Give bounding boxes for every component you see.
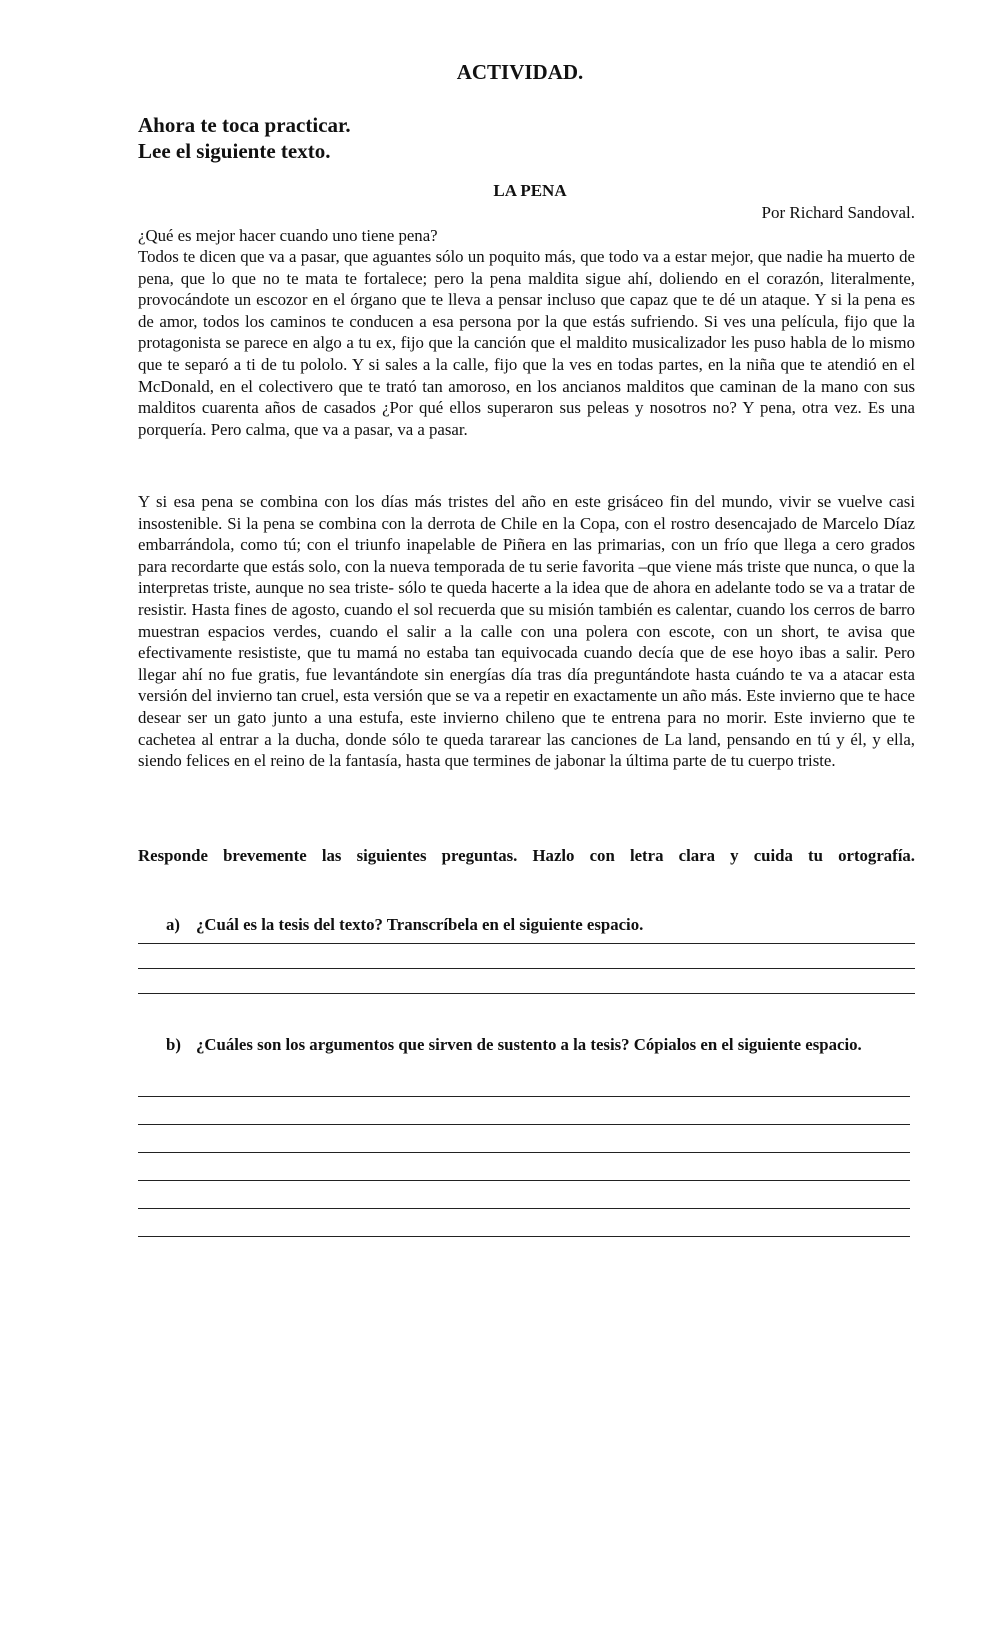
question-text: ¿Cuál es la tesis del texto? Transcríbela en el siguiente espacio. <box>196 915 644 934</box>
answer-line-a-1[interactable] <box>138 943 915 944</box>
answer-line-a-3[interactable] <box>138 993 915 994</box>
intro-line-practice: Ahora te toca practicar. <box>138 113 351 137</box>
answer-line-b-6[interactable] <box>138 1236 910 1237</box>
instructions: Responde brevemente las siguientes preguntas. Hazlo con letra clara y cuida tu ortografía. <box>138 846 915 865</box>
answer-line-b-2[interactable] <box>138 1124 910 1125</box>
question-a <box>166 913 916 936</box>
question-b <box>166 1033 916 1056</box>
intro-block <box>138 112 351 164</box>
reading-author: Por Richard Sandoval. <box>761 203 915 222</box>
reading-title: LA PENA <box>493 181 567 200</box>
reading-paragraph-2: Y si esa pena se combina con los días más tristes del año en este grisáceo fin del mundo, vivir se vuelve casi insostenible. Si la pena se combina con la derrota de Chile en la Copa, con el rostro desencajado de Marcelo Díaz embarrándola, como tú; con el triunfo inapelable de Piñera en las primarias, con un frío que llega a cero grados para recordarte que estás solo, con la nueva temporada de tu serie favorita –que viene más triste que nunca, o que la interpretas triste, aunque no sea triste- sólo te queda hacerte a la idea que de ahora en adelante todo se va a tratar de resistir. Hasta fines de agosto, cuando el sol recuerda que su misión también es calentar, cuando los cerros de barro muestran espacios verdes, cuando el salir a la calle con una polera con escote, con un short, te avisa que efectivamente resististe, que tu mamá no estaba tan equivocada cuando decía que de ese hoyo ibas a salir. Pero llegar ahí no fue gratis, fue levantándote sin energías día tras día preguntándote hasta cuándo te va a atacar esta versión del invierno tan cruel, esta versión que se va a repetir en exactamente un año más. Este invierno que te hace desear ser un gato junto a una estufa, este invierno chileno que te entrena para no morir. Este invierno que te cachetea al entrar a la ducha, donde sólo te queda tararear las canciones de La land, pensando en tú y él, y ella, siendo felices en el reino de la fantasía, hasta que termines de jabonar la última parte de tu cuerpo triste. <box>138 492 915 771</box>
answer-line-b-3[interactable] <box>138 1152 910 1153</box>
question-text: ¿Cuáles son los argumentos que sirven de sustento a la tesis? Cópialos en el siguiente espacio. <box>196 1035 862 1054</box>
answer-line-a-2[interactable] <box>138 968 915 969</box>
reading-paragraph-1: Todos te dicen que va a pasar, que aguantes sólo un poquito más, que todo va a estar mejor, que nadie ha muerto de pena, que lo que no te mata te fortalece; pero la pena maldita sigue ahí, doliendo en el corazón, literalmente, provocándote un escozor en el órgano que te lleva a pensar incluso que capaz que te dé un ataque. Y si la pena es de amor, todos los caminos te conducen a esa persona por la que estás sufriendo. Si ves una película, fijo que la protagonista se parece en algo a tu ex, fijo que la canción que el maldito musicalizador les puso habla de lo mismo que te separó a ti de tu pololo. Y si sales a la calle, fijo que la ves en todas partes, en la niña que te atendió en el McDonald, en el colectivero que te trató tan amoroso, en los ancianos malditos que caminan de la mano con sus malditos cuarenta años de casados ¿Por qué ellos superaron sus peleas y nosotros no? Y pena, otra vez. Es una porquería. Pero calma, que va a pasar, va a pasar. <box>138 247 915 439</box>
answer-line-b-1[interactable] <box>138 1096 910 1097</box>
activity-title: ACTIVIDAD. <box>456 60 584 84</box>
answer-line-b-4[interactable] <box>138 1180 910 1181</box>
question-letter: a) <box>166 915 180 934</box>
answer-line-b-5[interactable] <box>138 1208 910 1209</box>
question-letter: b) <box>166 1035 181 1054</box>
intro-line-read: Lee el siguiente texto. <box>138 139 331 163</box>
opening-question: ¿Qué es mejor hacer cuando uno tiene pena? <box>138 226 438 245</box>
